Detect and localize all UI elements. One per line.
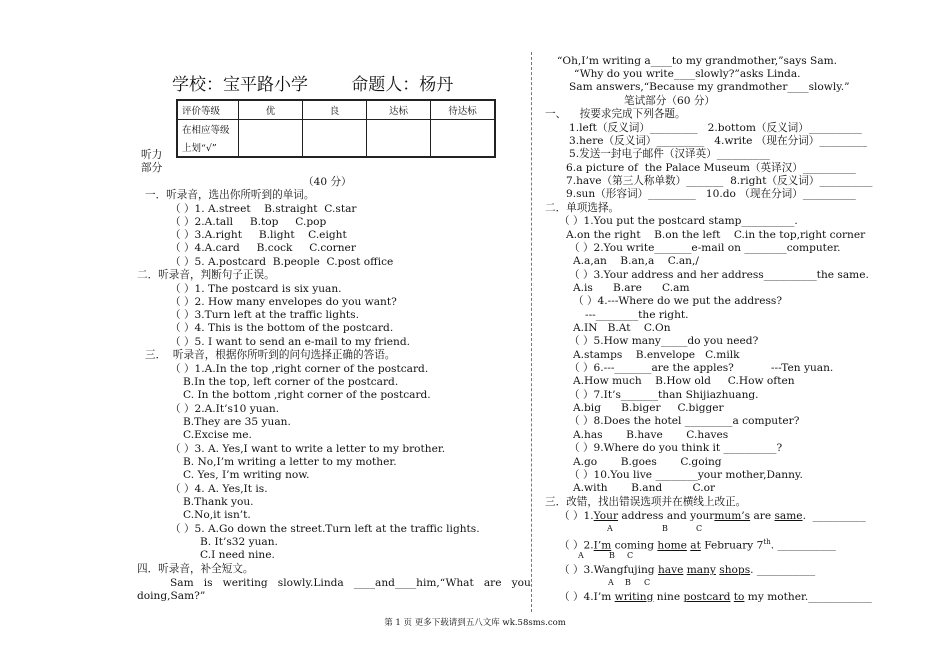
question: （ ）2.You write_______e-mail on ________computer. [569,242,841,254]
page-footer: 第 1 页 更多下载请到五八文库 wk.58sms.com [384,618,566,628]
question: 1.left（反义词）_________ 2.bottom（反义词）__________ [569,122,862,134]
question: （ ）4. A. Yes,It is. [170,483,268,495]
option-letter: B [609,551,615,560]
question: （ ）3.A.right B.light C.eight [170,229,347,241]
passage-line: Sam is weriting slowly.Linda ____and____him,“What are you [170,577,531,589]
question: ---________the right. [585,309,689,321]
option-letter: A [578,551,584,560]
question: （ ）1.You put the postcard stamp__________. [559,215,798,227]
question: 9.sun（形容词）_________ 10.do （现在分词）__________ [566,188,856,200]
question: （ ）10.You live ________your mother,Danny. [569,469,803,481]
question: （ ）2.A.tall B.top C.pop [170,216,327,228]
question: （ ）2. How many envelopes do you want? [170,296,397,308]
page-title: 学校：宝平路小学 命题人：杨丹 [172,75,454,95]
answer-option: C.Excise me. [183,429,252,441]
section-score: （40 分） [303,176,352,188]
question: （ ）3. A. Yes,I want to write a letter to my brother. [170,443,446,455]
grade-table [177,100,495,157]
answer-option: C. Yes, I’m writing now. [183,469,310,481]
answer-option: B.They are 35 yuan. [183,416,291,428]
section-title: 四．听录音，补全短文。 [137,563,254,575]
section-title: 一．听录音，选出你所听到的单词。 [145,189,315,201]
answer-option: C.I need nine. [200,549,275,561]
section-title: 二．听录音，判断句子正误。 [137,269,275,281]
question: （ ）2.A.It’s10 yuan. [170,403,280,415]
question: （ ）8.Does the hotel _________a computer? [569,415,800,427]
question: （ ）4.---Where do we put the address? [573,295,783,307]
grade-instruction: 上划“√” [178,138,239,157]
answer-option: A.is B.are C.am [573,282,690,294]
section-score: 笔试部分（60 分） [624,95,716,107]
option-letter: A [608,578,614,587]
answer-option: B. No,I’m writing a letter to my mother. [183,456,397,468]
option-letter: C [644,578,651,587]
answer-option: A.with B.and C.or [573,482,716,494]
correction-question: （ ）2.I’m coming home at February 7th. ___________ [559,538,836,552]
grade-level-excellent: 优 [239,101,303,120]
grade-cell[interactable] [303,120,367,157]
passage-line: “Why do you write____slowly?”asks Linda. [574,68,801,80]
question: （ ）1. A.street B.straight C.star [170,203,357,215]
option-letter: C [627,551,634,560]
side-label: 部分 [141,162,163,174]
grade-cell[interactable] [431,120,495,157]
column-divider [531,52,532,612]
section-title: 三．改错，找出错误选项并在横线上改正。 [545,496,747,508]
answer-option: A.stamps B.envelope C.milk [573,349,740,361]
correction-question: （ ）1.Your address and yourmum’s are same. __________ [559,510,866,522]
option-letter: A [607,524,613,533]
answer-option: A.on the right B.on the left C.in the top,right corner [566,229,866,241]
passage-line: doing,Sam?” [137,590,206,602]
side-label: 听力 [141,149,163,161]
answer-option: B.Thank you. [183,496,254,508]
question: （ ）3.Your address and her address__________the same. [569,269,869,281]
question: （ ）9.Where do you think it __________? [569,442,783,454]
answer-option: C.No,it isn’t. [183,509,251,521]
question: （ ）4.A.card B.cock C.corner [170,242,356,254]
option-letter: B [662,524,668,533]
answer-option: A.How much B.How old C.How often [573,375,795,387]
answer-option: A.IN B.At C.On [573,322,671,334]
correction-question: （ ）4.I’m writing nine postcard to my mother.____________ [559,591,872,603]
grade-level-pass: 达标 [367,101,431,120]
grade-cell[interactable] [239,120,303,157]
question: （ ）1. The postcard is six yuan. [170,283,342,295]
question: （ ）6.---_______are the apples? ---Ten yuan. [569,362,834,374]
answer-option: C. In the bottom ,right corner of the postcard. [183,389,431,401]
question: （ ）3.Turn left at the traffic lights. [170,309,359,321]
section-title: 三． 听录音，根据你所听到的问句选择正确的答语。 [145,349,396,361]
section-title: 二．单项选择。 [545,202,620,214]
option-letter: C [696,524,703,533]
grade-instruction: 在相应等级 [178,120,239,139]
section-title: 一、 按要求完成下列各题。 [545,108,686,120]
option-letter: B [625,578,631,587]
grade-level-below: 待达标 [431,101,495,120]
question: （ ）7.It’s_______than Shijiazhuang. [569,389,759,401]
answer-option: B.In the top, left corner of the postcard. [183,376,399,388]
question: （ ）1.A.In the top ,right corner of the postcard. [170,363,429,375]
question: （ ）5. A.postcard B.people C.post office [170,256,394,268]
question: 5.发送一封电子邮件（汉译英）__________ [569,148,770,160]
question: （ ）5. A.Go down the street.Turn left at the traffic lights. [170,523,480,535]
answer-option: A.big B.biger C.bigger [573,402,724,414]
grade-level-good: 良 [303,101,367,120]
answer-option: B. It’s32 yuan. [200,536,278,548]
grade-cell[interactable] [367,120,431,157]
answer-option: A.go B.goes C.going [573,456,722,468]
answer-option: A.a,an B.an,a C.an,/ [573,255,699,267]
answer-option: A.has B.have C.haves [573,429,729,441]
question: （ ）5. I want to send an e-mail to my friend. [170,336,410,348]
grade-label: 评价等级 [178,101,239,120]
question: 6.a picture of the Palace Museum（英译汉）__________ [566,162,856,174]
passage-line: “Oh,I’m writing a____to my grandmother,”says Sam. [557,55,838,67]
correction-question: （ ）3.Wangfujing have many shops. ___________ [559,564,816,576]
question: （ ）4. This is the bottom of the postcard. [170,322,394,334]
passage-line: Sam answers,“Because my grandmother____slowly.” [569,81,850,93]
question: （ ）5.How many_____do you need? [569,335,759,347]
question: 7.have（第三人称单数）_______ 8.right（反义词）__________ [566,175,873,187]
question: 3.here（反义词）_________ 4.write （现在分词）_________ [569,135,868,147]
